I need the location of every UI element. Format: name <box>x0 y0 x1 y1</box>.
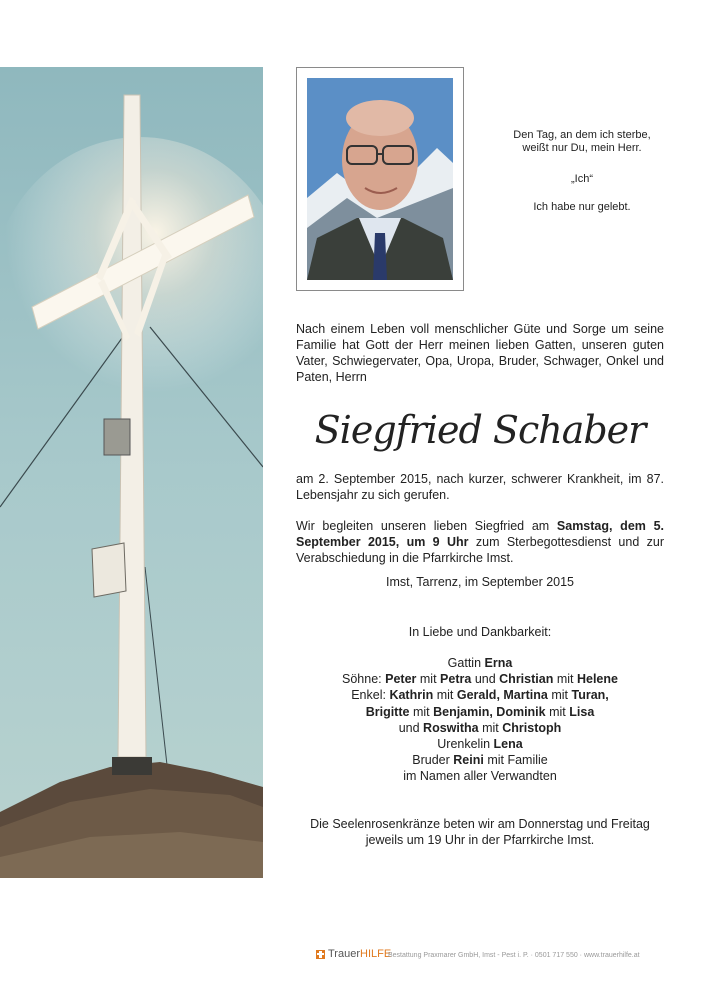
and-word: und <box>398 720 420 735</box>
wife-label: Gattin <box>447 656 482 670</box>
family-line-grandchildren-2 <box>296 704 664 720</box>
portrait-frame <box>296 67 464 291</box>
rosary-line-1: Die Seelenrosenkränze beten wir am Donnerstag und Freitag <box>310 817 650 831</box>
family-line-grandchildren-3 <box>296 720 664 736</box>
brand-text-b: HILFE <box>360 948 392 960</box>
footer <box>316 950 696 964</box>
wife-name: Erna <box>484 656 513 670</box>
partner-name: Petra <box>440 672 472 687</box>
with-word: mit <box>556 672 574 687</box>
grandchild-name: Roswitha <box>423 720 479 735</box>
quote-line-4: Ich habe nur gelebt. <box>533 201 631 213</box>
sons-label: Söhne: <box>342 672 382 687</box>
intro-text: Nach einem Leben voll menschlicher Güte und Sorge um seine Familie hat Gott der Herr meinen lieben Gatten, unseren guten Vater, Schwiegervater, Opa, Uropa, Bruder, Schwager, Onkel und Paten, Herrn <box>296 322 664 384</box>
grandchild-name: Brigitte <box>365 704 410 719</box>
family-line-sons <box>296 671 664 687</box>
brother-name: Reini <box>453 753 484 768</box>
greatgrandchild-name: Lena <box>493 737 523 752</box>
deceased-name: Siegfried Schaber <box>314 408 646 452</box>
with-word: mit <box>436 688 454 703</box>
funeral-text <box>296 518 664 566</box>
partner-name: Gerald, Martina <box>456 688 548 703</box>
and-word: und <box>474 672 496 687</box>
partner-name: Helene <box>576 672 618 687</box>
rosary-notice <box>296 816 664 848</box>
quote-line-1: Den Tag, an dem ich sterbe, <box>513 129 651 141</box>
with-word: mit <box>419 672 437 687</box>
partner-name: Lisa <box>569 704 595 719</box>
family-line-wife <box>296 655 664 671</box>
brand-logo <box>328 948 391 960</box>
place-date: Imst, Tarrenz, im September 2015 <box>385 575 575 589</box>
funeral-text-part2: zum Sterbegottesdienst und zur Verabschiedung in die Pfarrkirche Imst. <box>296 535 664 565</box>
funeral-date: Samstag, dem 5. September 2015, um 9 Uhr <box>296 519 665 549</box>
grandchild-name: Kathrin <box>389 688 434 703</box>
brand-text-a: Trauer <box>328 948 360 960</box>
son-name: Peter <box>385 672 417 687</box>
quote-line-2: weißt nur Du, mein Herr. <box>522 142 642 154</box>
family-line-grandchildren-1 <box>296 687 664 703</box>
funeral-text-part1: Wir begleiten unseren lieben Siegfried am <box>296 519 557 533</box>
rosary-line-2: jeweils um 19 Uhr in der Pfarrkirche Imst. <box>365 833 595 847</box>
family-line-brother <box>296 752 664 768</box>
partner-name: Christoph <box>502 720 562 735</box>
passing-text: am 2. September 2015, nach kurzer, schwerer Krankheit, im 87. Lebensjahr zu sich gerufen. <box>296 472 664 502</box>
partner-name: Benjamin, Dominik <box>433 704 546 719</box>
grandchildren-label: Enkel: <box>351 688 386 703</box>
brother-label: Bruder <box>412 753 450 768</box>
summit-cross-photo <box>0 67 263 878</box>
cross-logo-icon <box>316 950 325 959</box>
portrait-photo <box>307 78 453 280</box>
greatgrandchild-label: Urenkelin <box>437 737 491 752</box>
with-word: mit <box>551 688 568 703</box>
with-word: mit <box>549 704 566 719</box>
brother-suffix: mit Familie <box>487 753 548 768</box>
quote-attribution: „Ich“ <box>571 173 593 185</box>
company-info[interactable]: Bestattung Praxmarer GmbH, Imst - Pest i. P. · 0501 717 550 · www.trauerhilfe.at <box>388 952 640 959</box>
family-list <box>296 655 664 785</box>
son-name: Christian <box>499 672 554 687</box>
with-word: mit <box>412 704 430 719</box>
partner-name: Turan, <box>571 688 609 703</box>
family-line-greatgrandchild <box>296 736 664 752</box>
with-word: mit <box>482 720 499 735</box>
gratitude-heading: In Liebe und Dankbarkeit: <box>408 625 552 639</box>
family-line-relatives: im Namen aller Verwandten <box>403 769 557 784</box>
